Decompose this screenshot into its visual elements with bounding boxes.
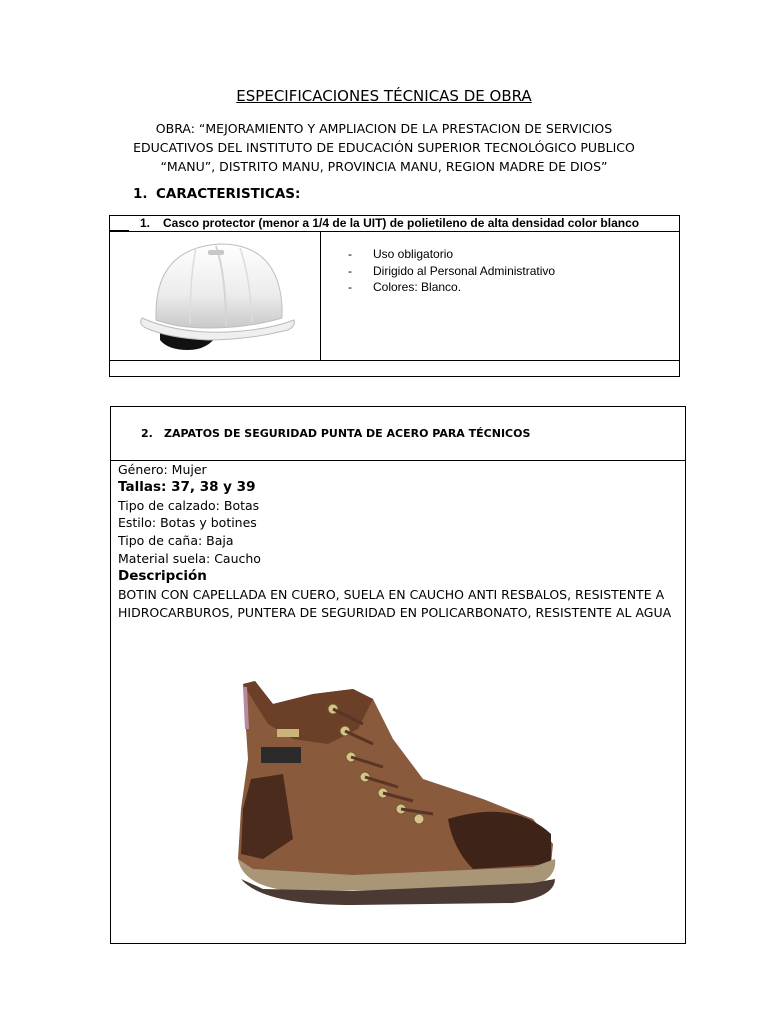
list-item: - Uso obligatorio xyxy=(348,247,454,261)
section-title: CARACTERISTICAS: xyxy=(156,186,301,202)
obra-line: EDUCATIVOS DEL INSTITUTO DE EDUCACIÓN SUPERIOR TECNOLÓGICO PUBLICO xyxy=(133,140,635,155)
section-heading xyxy=(133,186,300,202)
item-title: ZAPATOS DE SEGURIDAD PUNTA DE ACERO PARA TÉCNICOS xyxy=(164,427,531,440)
descripcion-text: BOTIN CON CAPELLADA EN CUERO, SUELA EN CAUCHO ANTI RESBALOS, RESISTENTE A HIDROCARBUROS, PUNTERA DE SEGURIDAD EN POLICARBONATO, RESISTENTE AL AGUA xyxy=(118,586,672,621)
header-rule xyxy=(110,230,129,231)
spec-material-suela: Material suela: Caucho xyxy=(118,550,261,566)
document-title: ESPECIFICACIONES TÉCNICAS DE OBRA xyxy=(236,87,532,105)
boots-spec-header xyxy=(111,407,685,461)
brown-safety-boot-icon xyxy=(233,669,563,909)
item-number: 2. xyxy=(141,427,153,440)
helmet-spec-header xyxy=(110,216,679,232)
descripcion-label: Descripción xyxy=(118,567,207,584)
list-item: - Dirigido al Personal Administrativo xyxy=(348,263,556,278)
obra-line: “MANU”, DISTRITO MANU, PROVINCIA MANU, REGION MADRE DE DIOS” xyxy=(160,159,608,174)
white-safety-helmet-icon xyxy=(138,236,298,354)
helmet-spec-table xyxy=(109,215,680,377)
helmet-features-list xyxy=(348,246,555,296)
spec-estilo: Estilo: Botas y botines xyxy=(118,515,257,531)
spec-tipo-cana: Tipo de caña: Baja xyxy=(118,533,234,549)
item-number: 1. xyxy=(140,216,151,230)
item-title: Casco protector (menor a 1/4 de la UIT) de polietileno de alta densidad color blanco xyxy=(163,216,640,230)
list-item: - Colores: Blanco. xyxy=(348,280,462,294)
column-divider xyxy=(320,231,321,360)
row-divider xyxy=(110,360,679,361)
obra-line: OBRA: “MEJORAMIENTO Y AMPLIACION DE LA PRESTACION DE SERVICIOS xyxy=(155,121,613,136)
spec-genero: Género: Mujer xyxy=(118,462,207,477)
spec-tallas: Tallas: 37, 38 y 39 xyxy=(118,478,256,495)
obra-description xyxy=(100,119,668,176)
section-number: 1. xyxy=(133,186,148,202)
boots-spec-table xyxy=(110,406,686,944)
spec-tipo-calzado: Tipo de calzado: Botas xyxy=(118,497,260,513)
boots-spec-body xyxy=(118,461,678,623)
